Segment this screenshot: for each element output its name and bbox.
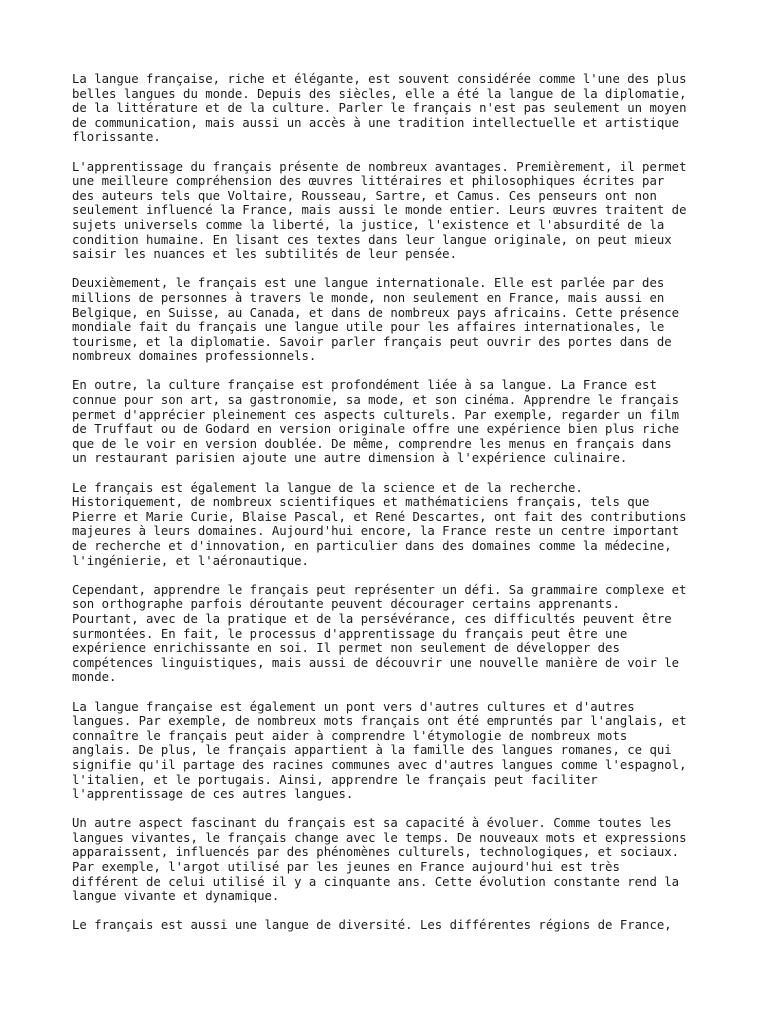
paragraph-4: En outre, la culture française est profondément liée à sa langue. La France est connue pour son art, sa gastronomie, sa mode, et son cinéma. Apprendre le français permet d'apprécier pleinement ces aspects culturels. Par exemple, regarder un film de Truffaut ou de Godard en version originale offre une expérience bien plus riche que de le voir en version doublée. De même, comprendre les menus en français dans un restaurant parisien ajoute une autre dimension à l'expérience culinaire.	[72, 378, 680, 466]
paragraph-2: L'apprentissage du français présente de nombreux avantages. Premièrement, il permet une meilleure compréhension des œuvres littéraires et philosophiques écrites par des auteurs tels que Voltaire, Rousseau, Sartre, et Camus. Ces penseurs ont non seulement influencé la France, mais aussi le monde entier. Leurs œuvres traitent de sujets universels comme la liberté, la justice, l'existence et l'absurdité de la condition humaine. En lisant ces textes dans leur langue originale, on peut mieux saisir les nuances et les subtilités de leur pensée.	[72, 159, 687, 262]
paragraph-6: Cependant, apprendre le français peut représenter un défi. Sa grammaire complexe et son orthographe parfois déroutante peuvent décourager certains apprenants. Pourtant, avec de la pratique et de la persévérance, ces difficultés peuvent être surmontées. En fait, le processus d'apprentissage du français peut être une expérience enrichissante en soi. Il permet non seulement de développer des compétences linguistiques, mais aussi de découvrir une nouvelle manière de voir le monde.	[72, 582, 687, 685]
paragraph-9: Le français est aussi une langue de diversité. Les différentes régions de France,	[72, 918, 672, 933]
paragraph-7: La langue française est également un pont vers d'autres cultures et d'autres langues. Par exemple, de nombreux mots français ont été empruntés par l'anglais, et connaître le français peut aider à comprendre l'étymologie de nombreux mots anglais. De plus, le français appartient à la famille des langues romanes, ce qui signifie qu'il partage des racines communes avec d'autres langues comme l'espagnol, l'italien, et le portugais. Ainsi, apprendre le français peut faciliter l'apprentissage de ces autres langues.	[72, 699, 687, 802]
document-body	[72, 72, 712, 948]
paragraph-3: Deuxièmement, le français est une langue internationale. Elle est parlée par des millions de personnes à travers le monde, non seulement en France, mais aussi en Belgique, en Suisse, au Canada, et dans de nombreux pays africains. Cette présence mondiale fait du français une langue utile pour les affaires internationales, le tourisme, et la diplomatie. Savoir parler français peut ouvrir des portes dans de nombreux domaines professionnels.	[72, 276, 680, 364]
paragraph-1: La langue française, riche et élégante, est souvent considérée comme l'une des plus belles langues du monde. Depuis des siècles, elle a été la langue de la diplomatie, de la littérature et de la culture. Parler le français n'est pas seulement un moyen de communication, mais aussi un accès à une tradition intellectuelle et artistique florissante.	[72, 72, 687, 145]
paragraph-5: Le français est également la langue de la science et de la recherche. Historiquement, de nombreux scientifiques et mathématiciens français, tels que Pierre et Marie Curie, Blaise Pascal, et René Descartes, ont fait des contributions majeures à leurs domaines. Aujourd'hui encore, la France reste un centre important de recherche et d'innovation, en particulier dans des domaines comme la médecine, l'ingénierie, et l'aéronautique.	[72, 480, 687, 568]
paragraph-8: Un autre aspect fascinant du français est sa capacité à évoluer. Comme toutes les langues vivantes, le français change avec le temps. De nouveaux mots et expressions apparaissent, influencés par des phénomènes culturels, technologiques, et sociaux. Par exemple, l'argot utilisé par les jeunes en France aujourd'hui est très différent de celui utilisé il y a cinquante ans. Cette évolution constante rend la langue vivante et dynamique.	[72, 816, 687, 904]
